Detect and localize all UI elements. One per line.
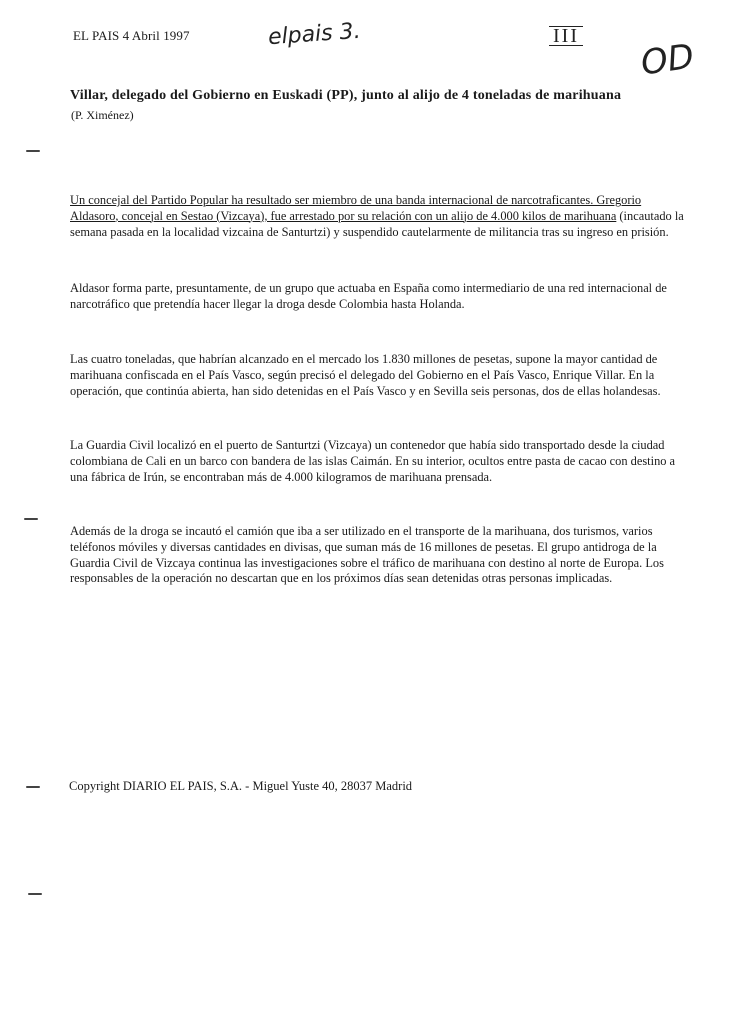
margin-mark [26, 150, 40, 152]
article-paragraph-3: Las cuatro toneladas, que habrían alcanzado en el mercado los 1.830 millones de pesetas, supone la mayor cantidad de marihuana confiscada en el País Vasco, según precisó el delegado del Gobierno en el País Vasco, Enrique Villar. En la operación, que continúa abierta, han sido detenidas en el País Vasco y en Sevilla seis personas, dos de ellas holandesas. [70, 352, 661, 398]
source-date: EL PAIS 4 Abril 1997 [73, 28, 190, 43]
handwritten-roman-numeral: III [549, 26, 583, 46]
margin-mark [28, 893, 42, 895]
margin-mark [24, 518, 38, 520]
handwritten-note-elpais: elpais 3. [267, 18, 362, 51]
article-paragraph-5: Además de la droga se incautó el camión que iba a ser utilizado en el transporte de la marihuana, dos turismos, varios teléfonos móviles y diversas cantidades en divisas, que suman más de 16 millones de pesetas. El grupo antidroga de la Guardia Civil de Vizcaya continua las investigaciones sobre el tráfico de marihuana con destino al norte de Europa. Los responsables de la operación no descartan que en los próximos días sean detenidas otras personas implicadas. [70, 524, 664, 586]
lead-continuation: (incautado la semana pasada en la localidad vizcaina de Santurtzi) y suspendido cautelarmente de militancia tras su ingreso en prisión. [70, 208, 684, 239]
article-paragraph-4: La Guardia Civil localizó en el puerto de Santurtzi (Vizcaya) un contenedor que había sido transportado desde la ciudad colombiana de Cali en un barco con bandera de las islas Caimán. En su interior, ocultos entre pasta de cacao con destino a una fábrica de Irún, se encontraban más de 4.000 kilogramos de marihuana prensada. [70, 438, 676, 484]
handwritten-code: OD [638, 36, 697, 84]
underlined-lead: Un concejal del Partido Popular ha resultado ser miembro de una banda internacional de narcotraficantes. Gregorio Aldasoro, concejal en Sestao (Vizcaya), fue arrestado por su relación con un alijo de 4.000 kilos de marihuana [70, 193, 642, 223]
article-headline: Villar, delegado del Gobierno en Euskadi (PP), junto al alijo de 4 toneladas de marihuana [70, 88, 622, 103]
article-paragraph-2: Aldasor forma parte, presuntamente, de un grupo que actuaba en España como intermediario de una red internacional de narcotráfico que pretendía hacer llegar la droga desde Colombia hasta Holanda. [70, 281, 667, 311]
article-paragraph-1 [70, 193, 690, 240]
photo-credit: (P. Ximénez) [71, 108, 134, 122]
margin-mark [26, 786, 40, 788]
copyright-footer: Copyright DIARIO EL PAIS, S.A. - Miguel Yuste 40, 28037 Madrid [69, 779, 413, 793]
